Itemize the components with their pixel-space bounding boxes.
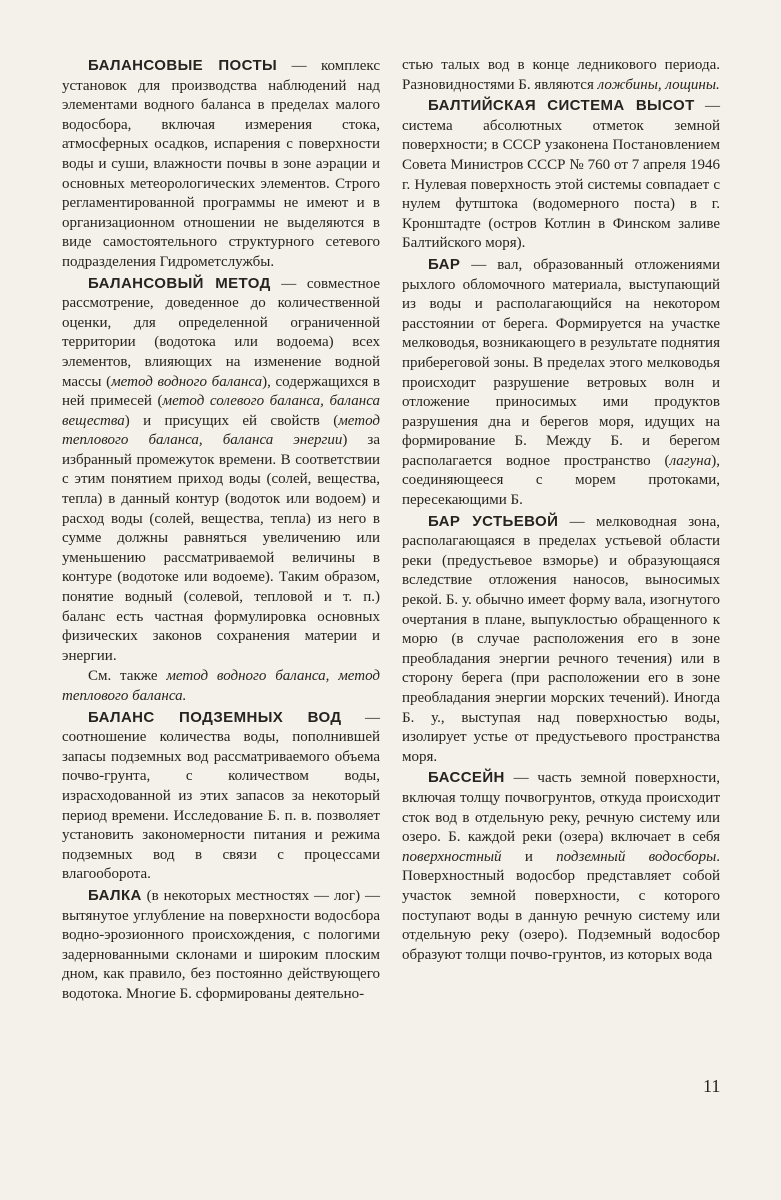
definition-text: ) за избранный промежуток времени. В соответствии с этим понятием приход воды (солей, вещества, тепла) в данный контур (водоток или водоем) и расход воды (солей, вещества, тепла) из него в сумме должны равняться увеличению или уменьшению рассматриваемой величины в контуре (водотоке или водоеме). Таким образом, понятие водный (солевой, тепловой и т. п.) баланс есть частная формулировка основных физических законов сохранения материи и энергии.	[62, 432, 381, 664]
left-column	[62, 56, 380, 1006]
definition-text: — комплекс установок для производства наблюдений над элементами водного баланса в пределах малого водосбора, включая измерения стока, атмосферных осадков, испарения с поверхности воды и суши, влажности почвы в зоне аэрации и основных метеорологических элементов. Строго регламентированной программы не имеют и в организационном отношении не выделяются в виде самостоятельного структурного сетевого подразделения Гидрометслужбы.	[62, 58, 381, 270]
entry-balansovyi-metod	[62, 274, 380, 667]
cross-reference-term: метод солевого баланса, баланса вещества	[62, 393, 380, 429]
definition-text: — вал, образованный отложениями рыхлого обломочного материала, выступающий из воды и располагающийся на некотором расстоянии от берега. Формируется на участке мелководья, возникающего в результате поднятия прибереговой зоны. В пределах этого мелководья происходит разрушение ветровых волн и отложение приносимых ими продуктов разрушения дна и берегов моря, идущих на формирование Б. Между Б. и берегом располагается водное пространство (	[402, 256, 720, 469]
definition-text: — совместное рассмотрение, доведенное до количественной оценки, для определенной ограниченной территории (водотока или водоема) всех элементов, влияющих на изменение водной массы (	[62, 275, 380, 390]
definition-text: — соотношение количества воды, пополнившей запасы подземных вод рассматриваемого объема почво-грунта, с количеством воды, израсходованной из этих запасов за некоторый период времени. Исследование Б. п. в. позволяет установить закономерности питания и режима подземных вод в связи с процессами влагооборота.	[62, 709, 380, 883]
headword: БАЛАНСОВЫЕ ПОСТЫ	[88, 57, 278, 74]
headword: БАССЕЙН	[428, 769, 505, 787]
definition-text: . Поверхностный водосбор представляет собой участок земной поверхности, с которого поступают воды в данную речную систему или отдельную реку (озеро). Подземный водосбор образуют толщи почво-грунтов, из которых вода	[402, 848, 721, 963]
cross-reference-term: подземный водосборы	[556, 848, 717, 865]
definition-text: ), соединяющееся с морем протоками, пересекающими Б.	[402, 452, 720, 509]
right-column	[402, 56, 720, 966]
definition-text: (в некоторых местностях — лог) — вытянутое углубление на поверхности водосбора водно-эрозионного происхождения, с пологими задернованными склонами и широким плоским дном, как правило, без постоянно действующего водотока. Многие Б. сформированы деятельно-	[62, 887, 380, 1002]
entry-baltiiskaya-sistema-vysot	[402, 96, 720, 254]
definition-text: — система абсолютных отметок земной поверхности; в СССР узаконена Постановлением Совета Министров СССР № 760 от 7 апреля 1946 г. Нулевая поверхность этой системы совпадает с нулем футштока (водомерного поста) в г. Кронштадте (остров Котлин в Финском заливе Балтийского моря).	[402, 98, 721, 252]
see-also-label: См. также	[88, 668, 167, 685]
page-number: 11	[703, 1076, 721, 1096]
entry-bar-ustevoi	[402, 512, 720, 768]
cross-reference-term: метод теплового баланса, баланса энергии	[62, 412, 380, 449]
definition-text: — часть земной поверхности, включая толщу почвогрунтов, откуда происходит сток вод в отдельную реку, речную систему или озеро. Б. каждой реки (озера) включает в себя	[402, 770, 720, 846]
entry-bar	[402, 255, 720, 511]
entry-balansovye-posty	[62, 56, 380, 273]
definition-text: ), содержащихся в ней примесей (	[62, 373, 380, 410]
headword: БАЛКА	[88, 886, 142, 904]
cross-reference-term: метод водного баланса	[111, 373, 263, 390]
see-also-balansovyi-metod	[62, 667, 380, 706]
entry-balka	[62, 886, 380, 1005]
headword: БАЛАНСОВЫЙ МЕТОД	[88, 274, 271, 292]
entry-balka-continued	[402, 56, 720, 95]
headword: БАР	[428, 255, 461, 273]
definition-text: стью талых вод в конце ледникового периода. Разновидностями Б. являются	[402, 57, 720, 93]
see-also-refs: метод водного баланса, метод теплового баланса.	[62, 668, 380, 704]
headword: БАЛАНС ПОДЗЕМНЫХ ВОД	[88, 708, 342, 726]
cross-reference-term: ложбины, лощины.	[597, 76, 720, 93]
cross-reference-term: поверхностный	[402, 848, 502, 865]
entry-bassein	[402, 768, 720, 965]
definition-text: — мелководная зона, располагающаяся в пределах устьевой области реки (предустьевое взморье) и образующаяся вследствие отложения наносов, выносимых рекой. Б. у. обычно имеет форму вала, изогнутого очертания в плане, выпуклостью обращенного к морю (в случае расположения его в зоне преобладания энергии речного течения) или в сторону берега (при расположении его в зоне преобладания энергии морских течений). Иногда Б. у., выступая над поверхностью воды, изолирует устье от предустьевого пространства моря.	[402, 513, 720, 765]
headword: БАЛТИЙСКАЯ СИСТЕМА ВЫСОТ	[428, 97, 695, 115]
entry-balans-podzemnykh-vod	[62, 708, 380, 885]
headword: БАР УСТЬЕВОЙ	[428, 512, 559, 530]
definition-text: ) и присущих ей свойств (	[124, 412, 339, 429]
cross-reference-term: лагуна	[669, 452, 712, 469]
definition-text: и	[501, 848, 557, 865]
